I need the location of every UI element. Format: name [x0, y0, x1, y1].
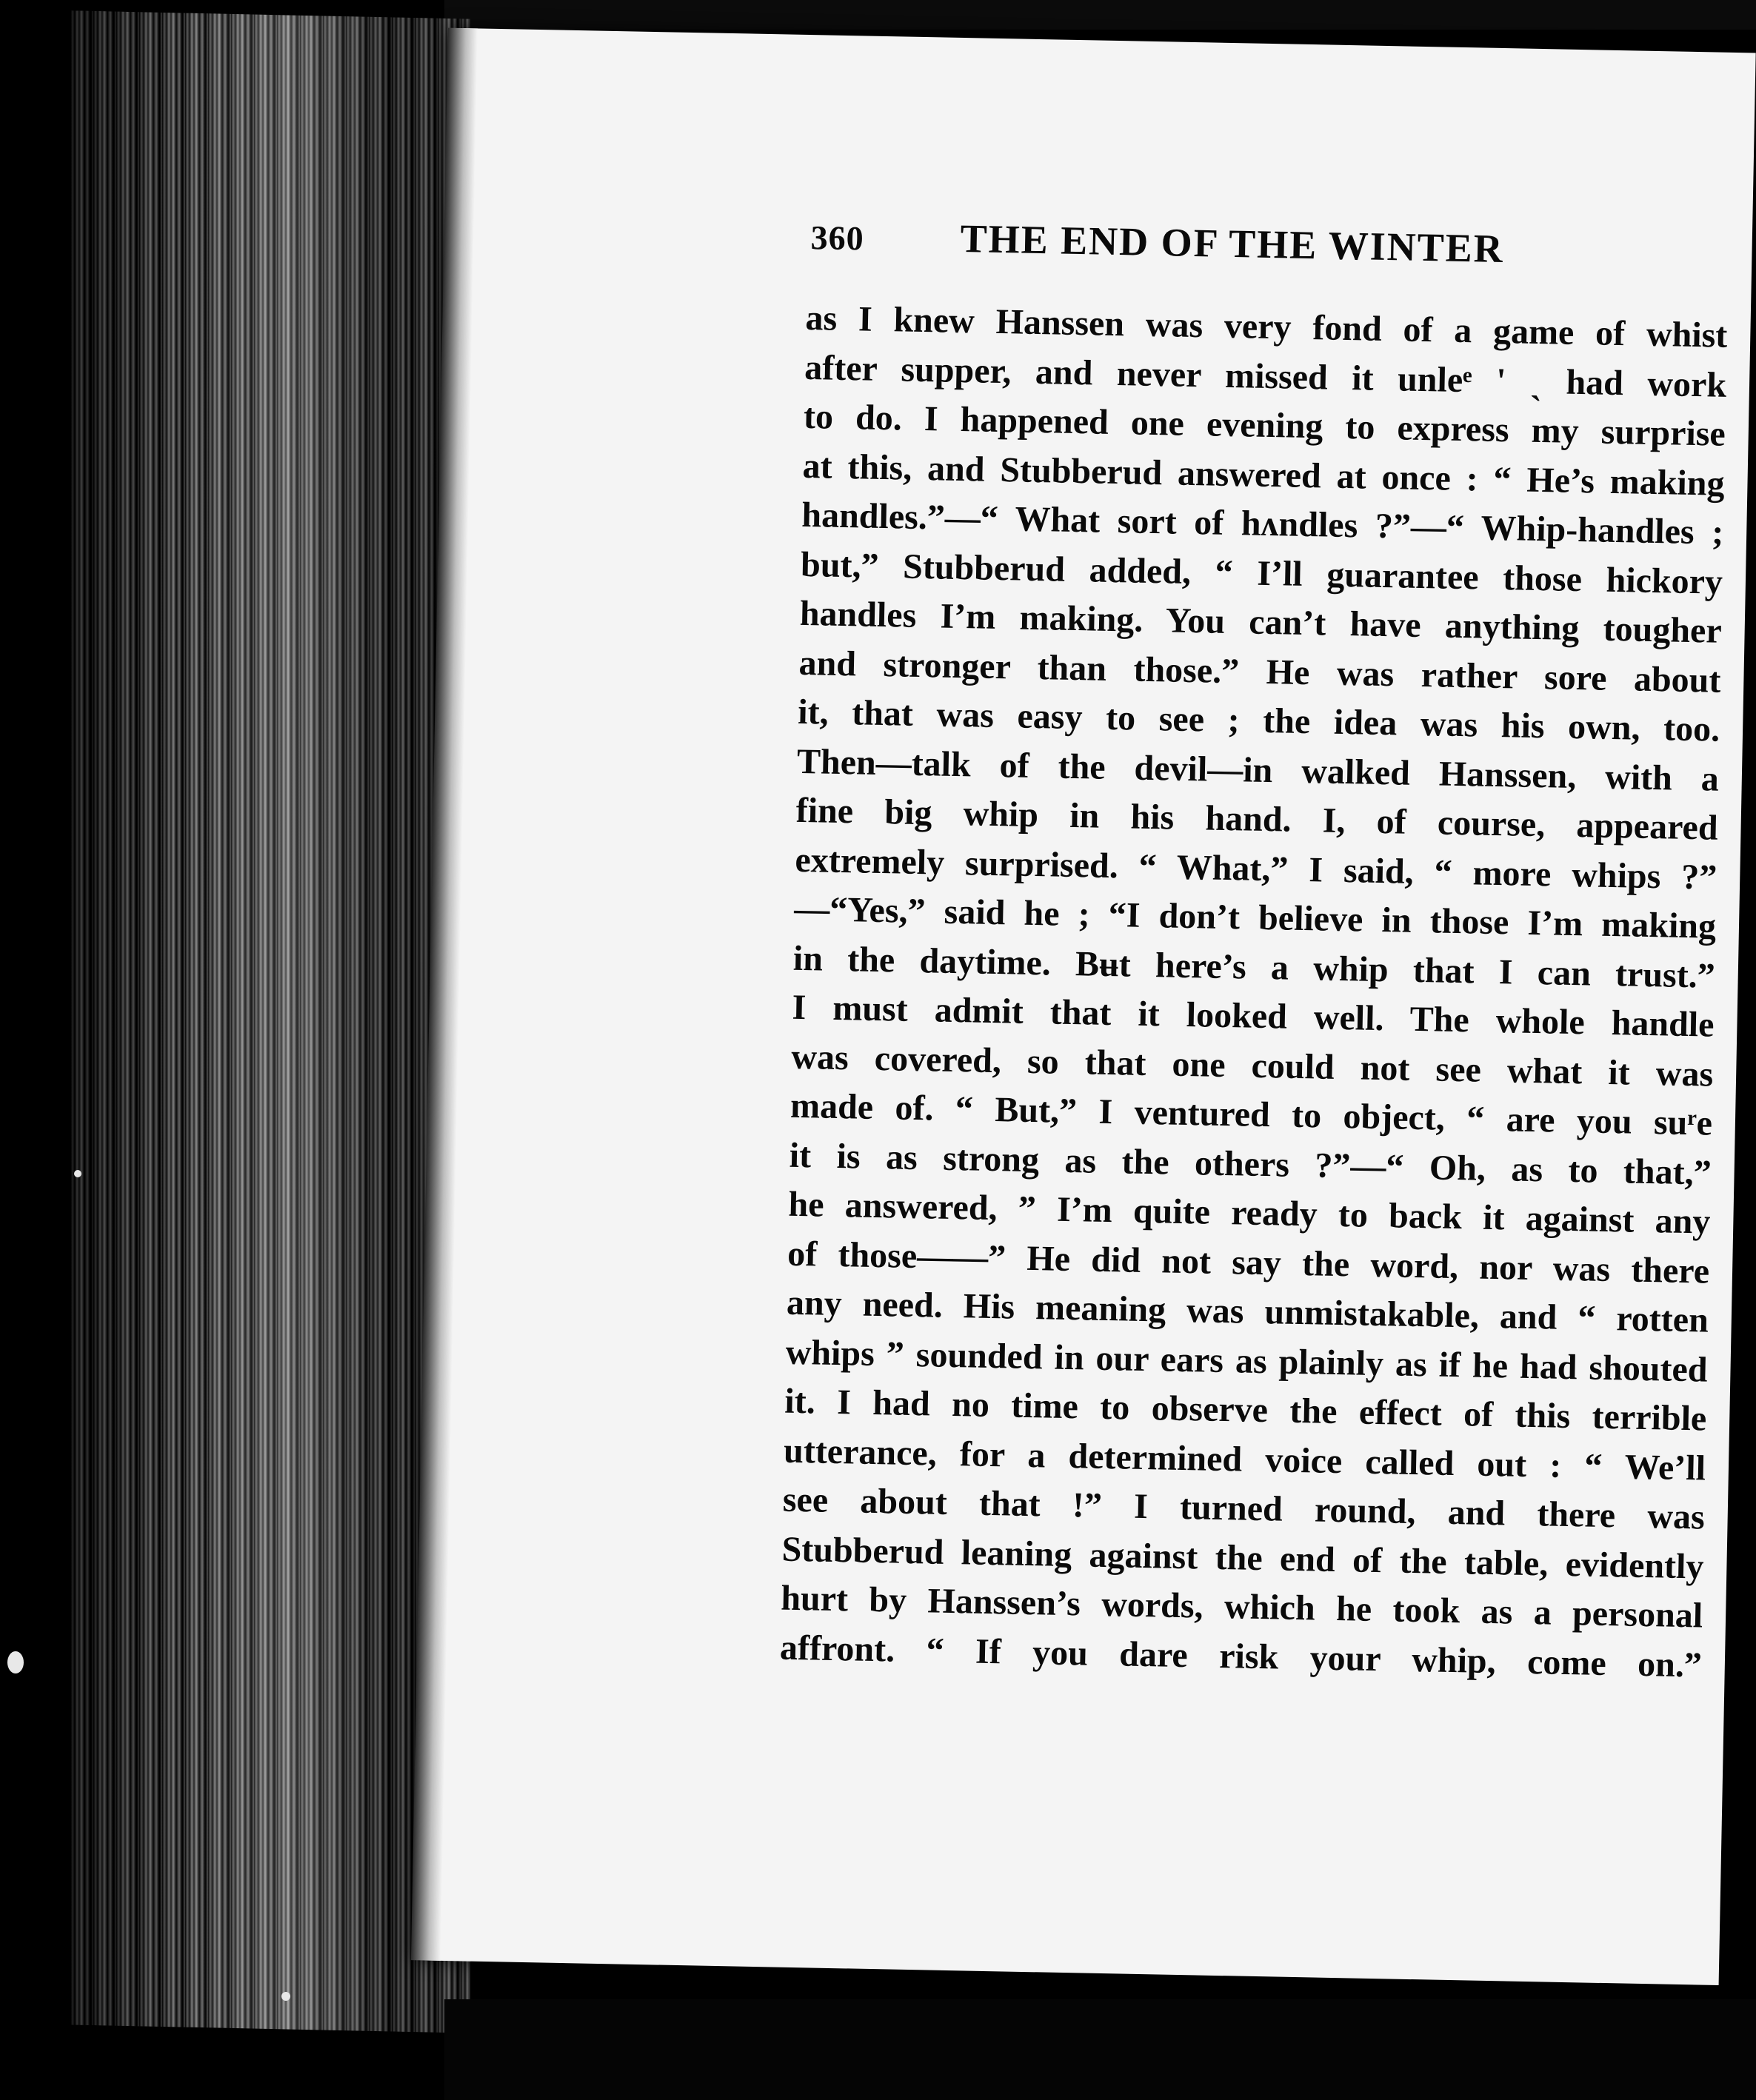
body-text [779, 294, 1728, 1691]
running-header [810, 213, 1670, 275]
text-line: and stronger than those.” He was rather sore about [798, 643, 1721, 700]
text-line: handles I’m making. You can’t have anything tougher [799, 593, 1723, 651]
dust-speck [7, 1651, 24, 1673]
text-line: but,” Stubberud added, “ I’ll guarantee those hickory [800, 544, 1723, 602]
text-line: see about that !” I turned round, and there was [782, 1479, 1706, 1537]
text-line: after supper, and never missed it unleᵉ ' ˎ had work [804, 347, 1727, 405]
text-line: at this, and Stubberud answered at once : “ He’s making [802, 446, 1726, 504]
text-line: I must admit that it looked well. The whole handle [792, 987, 1715, 1045]
text-line: handles.”—“ What sort of hʌndles ?”—“ Whip-handles ; [801, 495, 1724, 552]
book-page-edges [70, 10, 470, 2033]
text-line: to do. I happened one evening to express my surprise [803, 396, 1726, 454]
text-line: made of. “ But,” I ventured to object, “ are you suʳe [789, 1086, 1713, 1143]
text-line: —“Yes,” said he ; “I don’t believe in those I’m making [793, 889, 1717, 946]
page-number: 360 [810, 218, 865, 258]
scan-top-border [444, 0, 1756, 30]
text-line: he answered, ” I’m quite ready to back it against any [788, 1184, 1711, 1242]
text-line: was covered, so that one could not see what it was [790, 1037, 1714, 1094]
text-line: of those——” He did not say the word, nor was there [787, 1234, 1710, 1291]
text-line: hurt by Hanssen’s words, which he took as a personal [780, 1578, 1703, 1636]
text-line: Stubberud leaning against the end of the table, evidently [781, 1529, 1704, 1587]
text-line: Then—talk of the devil—in walked Hanssen, with a [796, 741, 1720, 799]
dust-speck [74, 1170, 81, 1177]
text-line: it, that was easy to see ; the idea was his own, too. [797, 692, 1720, 749]
text-line: it. I had no time to observe the effect of this terrible [784, 1381, 1707, 1439]
text-line: utterance, for a determined voice called out : “ We’ll [783, 1431, 1706, 1488]
running-title: THE END OF THE WINTER [960, 215, 1505, 272]
scan-bottom-border [444, 1999, 1756, 2100]
text-line: affront. “ If you dare risk your whip, come on.” [779, 1628, 1703, 1685]
book-page [426, 28, 1756, 1985]
text-line: as I knew Hanssen was very fond of a game of whist [805, 298, 1728, 355]
text-line: it is as strong as the others ?”—“ Oh, as to that,” [789, 1135, 1712, 1193]
text-line: whips ” sounded in our ears as plainly as if he had shouted [785, 1332, 1709, 1390]
dust-speck [281, 1992, 290, 2001]
text-line: fine big whip in his hand. I, of course, appeared [795, 790, 1719, 848]
text-line: extremely surprised. “ What,” I said, “ more whips ?” [795, 840, 1717, 897]
text-line: in the daytime. Bʉt here’s a whip that I can trust.” [792, 938, 1716, 996]
text-line: any need. His meaning was unmistakable, and “ rotten [786, 1283, 1709, 1340]
